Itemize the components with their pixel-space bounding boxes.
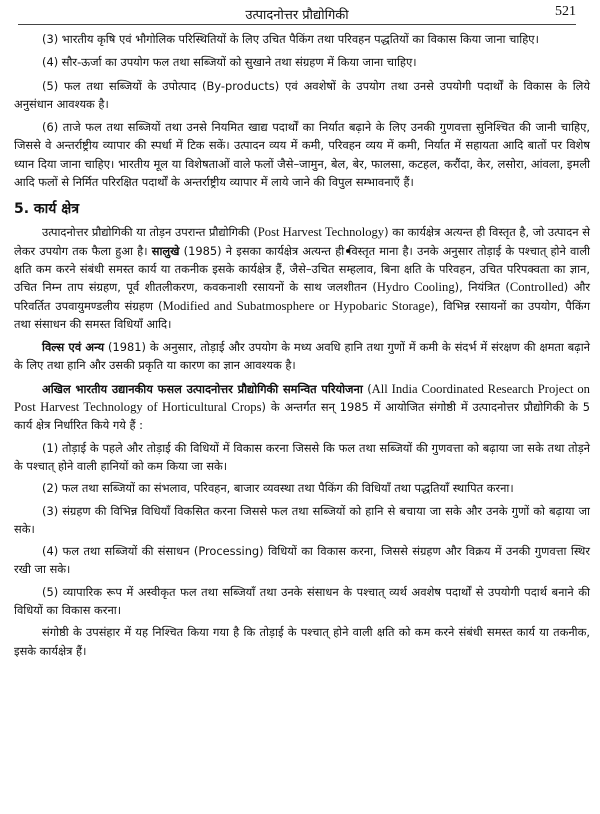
english-term: All India Coordinated Research Project on Post Harvest Technology of Horticultural Crops: [14, 381, 590, 415]
page-body: [14, 30, 590, 664]
list-item: (3) संग्रहण की विभिन्न विधियाँ विकसित करना जिससे फल तथा सब्जियों को हानि से बचाया जा सके और उनके गुणों को बढ़ाया जा सके।: [14, 503, 590, 536]
scope-paragraph: [14, 223, 590, 333]
english-term: Controlled: [509, 280, 564, 295]
list-item: (4) सौर-ऊर्जा का उपयोग फल तथा सब्जियों को सुखाने तथा संग्रहण में किया जाना चाहिए।: [42, 55, 417, 70]
text-run: ) और परिवर्तित उपवायुमण्डलीय संग्रहण (: [14, 280, 591, 313]
english-term: Post Harvest Technology: [257, 225, 385, 240]
text-run: ) के अन्तर्गत सन् 1985 में आयोजित संगोष्ठी में उत्पादनोत्तर प्रौद्योगिकी के 5 कार्य क्षेत्र निर्धारित किये गये हैं :: [14, 400, 591, 433]
closing-paragraph: संगोष्ठी के उपसंहार में यह निश्चित किया गया है कि तोड़ाई के पश्चात् होने वाली क्षति को कम करने संबंधी समस्त कार्य या तकनीक, इसके कार्यक्षेत्र हैं।: [14, 625, 590, 658]
running-title: उत्पादनोत्तर प्रौद्योगिकी: [245, 8, 349, 23]
list-item: (5) फल तथा सब्जियों के उपोत्पाद (By-products) एवं अवशेषों के उपयोग तथा उनसे उपयोगी पदार्थों के विकास के लिये अनुसंधान आवश्यक है।: [14, 78, 590, 111]
author-name: सालुखे: [151, 243, 180, 258]
page-number: 521: [555, 4, 576, 19]
list-item: (5) व्यापारिक रूप में अस्वीकृत फल तथा सब्जियाँ तथा उनके संसाधन के पश्चात् व्यर्थ अवशेष पदार्थों से उपयोगी पदार्थ बनाने की विधियों का विकास करना।: [14, 584, 590, 618]
list-item: (3) भारतीय कृषि एवं भौगोलिक परिस्थितियों के लिए उचित पैकिंग तथा परिवहन पद्धतियों का विकास किया जाना चाहिए।: [42, 32, 539, 46]
list-item: (4) फल तथा सब्जियों की संसाधन (Processing) विधियों का विकास करना, जिससे संग्रहण और विक्रय में उनकी गुणवत्ता स्थिर रखी जा सके।: [14, 544, 590, 577]
author-name: विल्स एवं अन्य: [42, 340, 105, 355]
running-header: [18, 4, 576, 25]
english-term: Hydro Cooling: [376, 280, 455, 295]
wills-paragraph: [14, 338, 590, 375]
text-run: (: [362, 381, 372, 396]
text-run: ), विभिन्न रसायनों का उपयोग, पैकिंग तथा संसाधन की समस्त विधियाँ आदि।: [14, 298, 590, 331]
section-heading: 5. कार्य क्षेत्र: [14, 201, 80, 218]
text-run: (1981) के अनुसार, तोड़ाई और उपयोग के मध्य अवधि हानि तथा गुणों में कमी के संदर्भ में संरक्षण की क्षमता बढ़ाने के लिए तथा हानि और उसकी प्रकृति या कारण का ज्ञान आवश्यक है।: [14, 340, 590, 373]
english-term: Modified and Subatmosphere or Hypobaric Storage: [162, 298, 431, 313]
list-item: (1) तोड़ाई के पहले और तोड़ाई की विधियों में विकास करना जिससे कि फल तथा सब्जियों की गुणवत्ता को बढ़ाया जा सके तथा तोड़ने के पश्चात् होने वाली हानियों को कम किया जा सके।: [14, 440, 590, 473]
project-name: अखिल भारतीय उद्यानकीय फसल उत्पादनोत्तर प्रौद्योगिकी समन्वित परियोजना: [42, 381, 363, 396]
list-item: (6) ताजे फल तथा सब्जियों तथा उनसे नियमित खाद्य पदार्थों का निर्यात बढ़ाने के लिए उनकी गुणवत्ता सुनिश्चित की जानी चाहिए, जिससे वे अन्तर्राष्ट्रीय व्यापार की स्पर्धा में टिक सकें। उत्पादन व्यय में कमी, परिवहन व्यय में कमी, निर्यात में सहायता आदि बातों पर विशेष ध्यान दिया जाना चाहिए। भारतीय मूल या विशेषताओं वाले फलों जैसे–जामुन, बेल, बेर, फालसा, कटहल, करौंदा, केर, लसोरा, आंवला, इमली आदि फलों से निर्मित परिरक्षित पदार्थों के अन्तर्राष्ट्रीय व्यापार में लाये जाने की विपुल सम्भावनाएँ हैं।: [14, 120, 590, 190]
list-item: (2) फल तथा सब्जियों का संभलाव, परिवहन, बाजार व्यवस्था तथा पैकिंग की विधियाँ तथा पद्धतियाँ स्थापित करना।: [42, 481, 514, 496]
text-run: (1985) ने इसका कार्यक्षेत्र अत्यन्त ही विस्तृत माना है। उनके अनुसार तोड़ाई के पश्चात् होने वाली क्षति कम करने संबंधी समस्त कार्य या तकनीक इसके कार्यक्षेत्र हैं, जैसे–उचित सम्हलाव, बिना क्षति के परिवहन, उचित परिपक्वता का ज्ञान, उचित निम्न ताप संग्रहण, पूर्व शीतलीकरण, कवकनाशी रसायनों के साथ जलशीतन (: [14, 243, 590, 295]
project-paragraph: [14, 380, 590, 435]
text-run: ), नियंत्रित (: [454, 280, 510, 295]
text-run: ) का कार्यक्षेत्र अत्यन्त ही विस्तृत है, जो उत्पादन से लेकर उपयोग तक फैला हुआ है।: [14, 225, 590, 258]
text-run: उत्पादनोत्तर प्रौद्योगिकी या तोड़न उपरान्त प्रौद्योगिकी (: [42, 225, 258, 240]
